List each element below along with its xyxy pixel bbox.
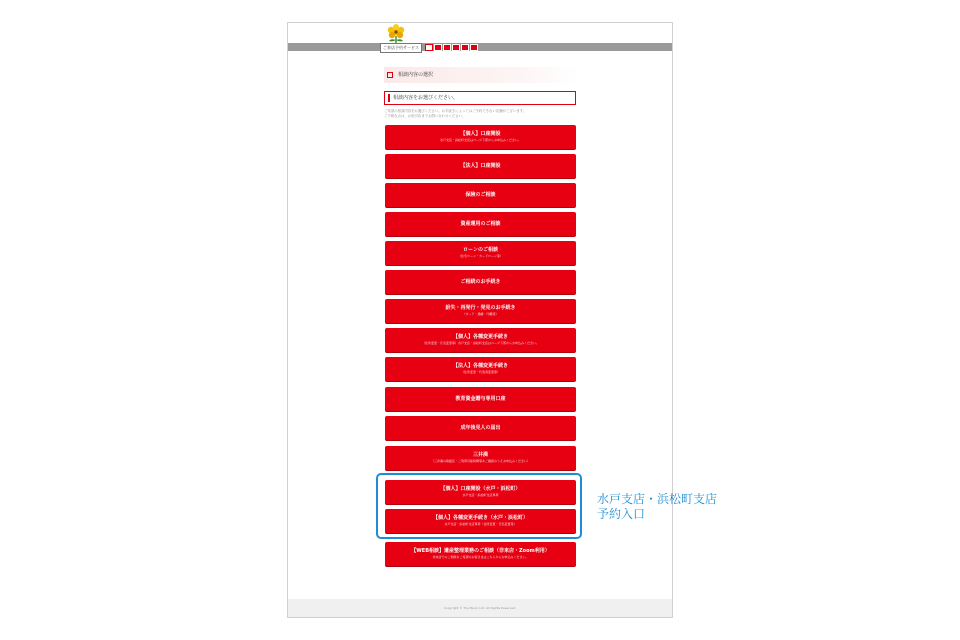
btn-sub: （住所変更・代表者変更等） bbox=[460, 370, 500, 374]
btn-label: 【個人】各種変更手続き（水戸・浜松町） bbox=[432, 515, 528, 521]
step-4 bbox=[452, 44, 460, 51]
btn-personal-account[interactable] bbox=[385, 125, 576, 149]
btn-sub: （住宅ローン・カードローン等） bbox=[458, 254, 503, 258]
note-line: ご希望の相談内容をお選びください。お手続きによってはご予約できない店舗がございます。 bbox=[384, 109, 527, 113]
page-footer: Copyright © The Bank, Ltd. All Rights Reserved. bbox=[288, 599, 672, 617]
btn-sub: 非来店でのご相談をご希望のお客さまはこちらからお申込みください。 bbox=[432, 555, 529, 559]
btn-sub: （カード・通帳・印鑑等） bbox=[462, 312, 499, 316]
btn-label: ローンのご相談 bbox=[463, 247, 498, 253]
btn-sub: （住所変更・氏名変更等）水戸支店・浜松町支店はページ下部からお申込みください。 bbox=[422, 341, 539, 345]
highlight-frame bbox=[376, 473, 582, 539]
btn-sub: 水戸支店・浜松町支店はページ下部からお申込みください。 bbox=[440, 138, 521, 142]
btn-web-estate-consultation[interactable] bbox=[385, 542, 576, 566]
step-3 bbox=[443, 44, 451, 51]
step-5 bbox=[461, 44, 469, 51]
btn-sanmitsu[interactable] bbox=[385, 446, 576, 470]
btn-label: 保険のご相談 bbox=[465, 191, 496, 198]
annotation-callout bbox=[597, 492, 717, 522]
btn-label: 【法人】各種変更手続き bbox=[452, 363, 508, 369]
btn-education-gift[interactable] bbox=[385, 387, 576, 411]
step-6 bbox=[470, 44, 478, 51]
annotation-line: 水戸支店・浜松町支店 bbox=[597, 492, 718, 506]
btn-label: 成年後見人の届出 bbox=[460, 424, 501, 431]
btn-label: ご相続のお手続き bbox=[460, 278, 501, 285]
btn-sub: 水戸支店・浜松町支店専用 bbox=[462, 493, 499, 497]
btn-insurance[interactable] bbox=[385, 183, 576, 207]
btn-guardian-notice[interactable] bbox=[385, 416, 576, 440]
annotation-line: 予約入口 bbox=[597, 507, 646, 521]
progress-steps bbox=[425, 44, 478, 51]
btn-label: 【個人】口座開設（水戸・浜松町） bbox=[440, 486, 521, 492]
btn-personal-changes[interactable] bbox=[385, 328, 576, 352]
btn-label: 【個人】口座開設 bbox=[460, 131, 501, 137]
btn-sub: 水戸支店・浜松町支店専用（住所変更・氏名変更等） bbox=[444, 522, 517, 526]
btn-label: 教育資金贈与専用口座 bbox=[455, 395, 506, 402]
btn-loan[interactable] bbox=[385, 241, 576, 265]
instruction-notice: 相談内容をお選びください。 bbox=[384, 91, 576, 105]
btn-corporate-account[interactable] bbox=[385, 154, 576, 178]
header-bar bbox=[288, 43, 672, 51]
btn-sub: （三井満の取扱店・ご利用可能時間等をご確認のうえお申込みください） bbox=[430, 459, 530, 463]
service-brand-label: ご来店予約サービス bbox=[380, 43, 422, 53]
btn-asset-management[interactable] bbox=[385, 212, 576, 236]
step-1 bbox=[425, 44, 433, 51]
btn-corporate-changes[interactable] bbox=[385, 357, 576, 381]
btn-label: 【法人】口座開設 bbox=[460, 162, 501, 169]
section-title bbox=[384, 67, 580, 83]
btn-label: 紛失・再発行・発見のお手続き bbox=[445, 305, 516, 311]
step-2 bbox=[434, 44, 442, 51]
btn-inheritance[interactable] bbox=[385, 270, 576, 294]
btn-label: 三井満 bbox=[472, 452, 488, 458]
section-title-text: 相談内容の選択 bbox=[398, 72, 434, 78]
btn-label: 資産運用のご相談 bbox=[460, 220, 501, 227]
btn-label: 【WEB相談】遺産整理業務のご相談（非来店・Zoom利用） bbox=[411, 548, 550, 554]
btn-lost-reissue[interactable] bbox=[385, 299, 576, 323]
instruction-note bbox=[384, 109, 584, 119]
checkbox-square-icon bbox=[387, 72, 393, 78]
btn-label: 【個人】各種変更手続き bbox=[452, 334, 508, 340]
note-line: ご不明な点は、お取引店までお問い合わせください。 bbox=[384, 114, 466, 118]
